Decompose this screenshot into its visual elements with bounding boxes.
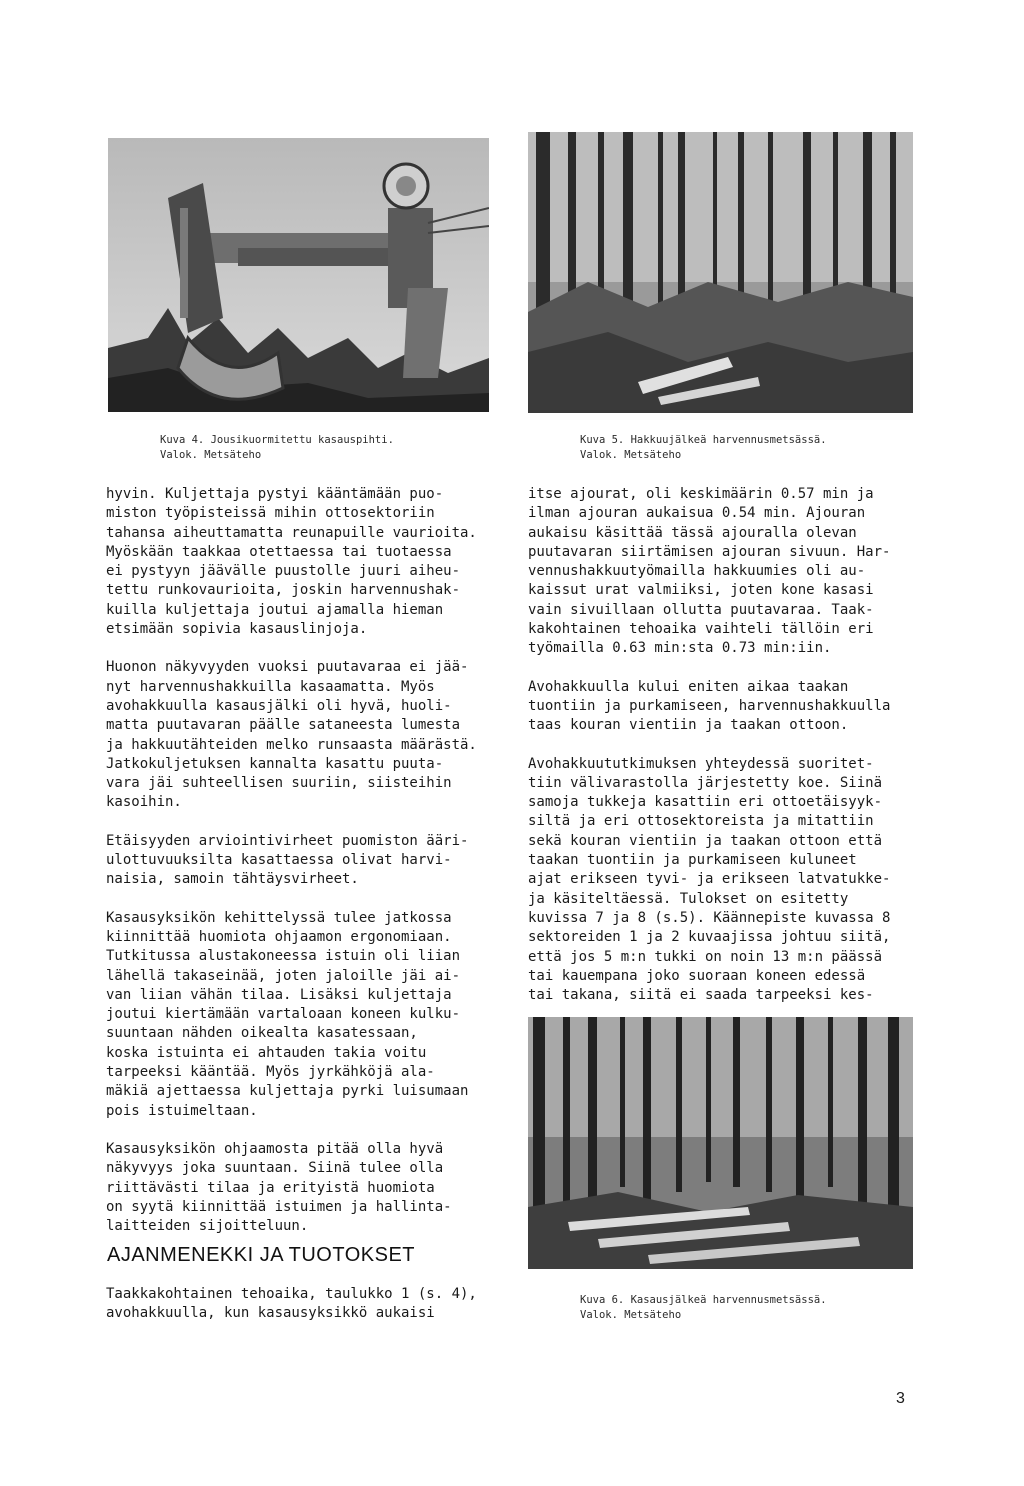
text-line: kuvissa 7 ja 8 (s.5). Käännepiste kuvassa 8 — [528, 909, 891, 926]
text-line: avohakkuulla, kun kasausyksikkö aukaisi — [106, 1305, 435, 1322]
text-line: on syytä kiinnittää istuimen ja hallinta- — [106, 1198, 452, 1215]
figure-kuva-5-caption — [580, 433, 827, 463]
paragraph — [528, 485, 928, 659]
text-line: näkyvyys joka suuntaan. Siinä tulee olla — [106, 1160, 444, 1177]
text-line: kasoihin. — [106, 794, 182, 811]
text-line: kaissut urat valmiiksi, joten kone kasasi — [528, 582, 874, 599]
text-line: Avohakkuulla kului eniten aikaa taakan — [528, 678, 849, 695]
text-line: ilman ajouran aukaisua 0.54 min. Ajouran — [528, 505, 866, 522]
text-line: että jos 5 m:n tukki on noin 13 m:n päässä — [528, 948, 883, 965]
text-line: Myöskään taakkaa otettaessa tai tuotaessa — [106, 543, 452, 560]
text-line: joutui kiertämään vartaloaan koneen kulku- — [106, 1006, 461, 1023]
text-line: naisia, samoin tähtäysvirheet. — [106, 871, 359, 888]
text-line: ajat erikseen tyvi- ja erikseen latvatukke- — [528, 871, 891, 888]
text-line: Huonon näkyvyyden vuoksi puutavaraa ei jää- — [106, 659, 469, 676]
forest-photo-icon — [528, 1017, 913, 1269]
text-line: mäkiä ajettaessa kuljettaja pyrki luisumaan — [106, 1083, 469, 1100]
right-column — [528, 485, 928, 1024]
caption-line: Kuva 4. Jousikuormitettu kasauspihti. — [160, 434, 394, 446]
text-line: Kasausyksikön kehittelyssä tulee jatkossa — [106, 909, 452, 926]
text-line: tahansa aiheuttamatta reunapuille vaurioita. — [106, 524, 477, 541]
text-line: kakohtainen tehoaika vaihteli tällöin eri — [528, 621, 874, 638]
text-line: van liian vähän tilaa. Lisäksi kuljettaja — [106, 986, 452, 1003]
figure-kuva-6-photo — [528, 1017, 913, 1269]
caption-line: Valok. Metsäteho — [580, 449, 682, 461]
text-line: itse ajourat, oli keskimäärin 0.57 min ja — [528, 486, 874, 502]
text-line: pois istuimeltaan. — [106, 1102, 258, 1119]
text-line: ulottuvuuksilta kasattaessa olivat harvi- — [106, 852, 452, 869]
text-line: Taakkakohtainen tehoaika, taulukko 1 (s. 4), — [106, 1286, 477, 1302]
text-line: miston työpisteissä mihin ottosektoriin — [106, 505, 435, 522]
text-line: ei pystyyn jäävälle puustolle juuri aiheu- — [106, 563, 461, 580]
text-line: vara jäi suhteellisen suuriin, siisteihin — [106, 775, 452, 792]
text-line: Tutkitussa alustakoneessa istuin oli liian — [106, 948, 461, 965]
caption-line: Kuva 5. Hakkuujälkeä harvennusmetsässä. — [580, 434, 827, 446]
text-line: ja hakkuutähteiden melko runsaasta määrästä. — [106, 736, 477, 753]
figure-kuva-4-photo — [108, 138, 489, 412]
text-line: tai takana, siitä ei saada tarpeeksi kes- — [528, 987, 874, 1004]
text-line: tettu runkovaurioita, joskin harvennushak- — [106, 582, 461, 599]
page-number: 3 — [896, 1390, 905, 1407]
paragraph — [106, 909, 526, 1121]
paragraph — [528, 678, 928, 736]
text-line: matta puutavaran päälle sataneesta lumesta — [106, 717, 461, 734]
text-line: vain sivuillaan ollutta puutavaraa. Taak- — [528, 601, 874, 618]
text-line: sekä kouran vientiin ja taakan ottoon että — [528, 832, 883, 849]
text-line: aukaisu käsittää tässä ajouralla olevan — [528, 524, 857, 541]
text-line: tarpeeksi kääntää. Myös jyrkähköjä ala- — [106, 1064, 435, 1081]
text-line: hyvin. Kuljettaja pystyi kääntämään puo- — [106, 486, 444, 502]
section-heading: AJANMENEKKI JA TUOTOKSET — [107, 1244, 415, 1266]
text-line: nyt harvennushakkuilla kasaamatta. Myös — [106, 678, 435, 695]
text-line: lähellä takaseinää, joten jaloille jäi ai- — [106, 967, 461, 984]
text-line: suuntaan nähden oikealta kasatessaan, — [106, 1025, 418, 1042]
paragraph — [106, 1140, 526, 1236]
caption-line: Kuva 6. Kasausjälkeä harvennusmetsässä. — [580, 1294, 827, 1306]
text-line: riittävästi tilaa ja erityistä huomiota — [106, 1179, 435, 1196]
text-line: kiinnittää huomiota ohjaamon ergonomiaan. — [106, 928, 452, 945]
caption-line: Valok. Metsäteho — [580, 1309, 682, 1321]
figure-kuva-6-caption — [580, 1293, 827, 1323]
text-line: tai kauempana joko suoraan koneen edessä — [528, 967, 866, 984]
text-line: sektoreiden 1 ja 2 kuvaajissa johtuu siitä, — [528, 929, 891, 946]
text-line: avohakkuulla kasausjälki oli hyvä, huoli- — [106, 697, 452, 714]
paragraph — [106, 832, 526, 890]
left-column — [106, 485, 526, 1255]
paragraph — [528, 755, 928, 1006]
text-line: vennushakkuutyömailla hakkuumies oli au- — [528, 563, 866, 580]
text-line: puutavaran siirtämisen ajouran sivuun. Har- — [528, 543, 891, 560]
caption-line: Valok. Metsäteho — [160, 449, 262, 461]
paragraph — [106, 485, 526, 639]
text-line: Jatkokuljetuksen kannalta kasattu puuta- — [106, 755, 444, 772]
text-line: laitteiden sijoitteluun. — [106, 1218, 309, 1235]
text-line: koska istuinta ei ahtauden takia voitu — [106, 1044, 427, 1061]
text-line: Avohakkuututkimuksen yhteydessä suoritet- — [528, 755, 874, 772]
text-line: Etäisyyden arviointivirheet puomiston ääri- — [106, 832, 469, 849]
machine-photo-icon — [108, 138, 489, 412]
forest-photo-icon — [528, 132, 913, 413]
left-column-after-heading — [106, 1285, 526, 1343]
paragraph — [106, 1285, 526, 1324]
text-line: siltä ja eri ottosektoreista ja mitattiin — [528, 813, 874, 830]
text-line: Kasausyksikön ohjaamosta pitää olla hyvä — [106, 1140, 444, 1157]
text-line: taakan tuontiin ja purkamiseen kuluneet — [528, 852, 857, 869]
text-line: samoja tukkeja kasattiin eri ottoetäisyyk- — [528, 794, 883, 811]
paragraph — [106, 658, 526, 812]
figure-kuva-4-caption — [160, 433, 394, 463]
text-line: kuilla kuljettaja joutui ajamalla hieman — [106, 601, 444, 618]
text-line: ja käsiteltäessä. Tulokset on esitetty — [528, 890, 849, 907]
text-line: tuontiin ja purkamiseen, harvennushakkuulla — [528, 697, 891, 714]
text-line: taas kouran vientiin ja taakan ottoon. — [528, 717, 849, 734]
text-line: tiin välivarastolla järjestetty koe. Siinä — [528, 774, 883, 791]
figure-kuva-5-photo — [528, 132, 913, 413]
text-line: työmailla 0.63 min:sta 0.73 min:iin. — [528, 640, 832, 657]
text-line: etsimään sopivia kasauslinjoja. — [106, 621, 368, 638]
